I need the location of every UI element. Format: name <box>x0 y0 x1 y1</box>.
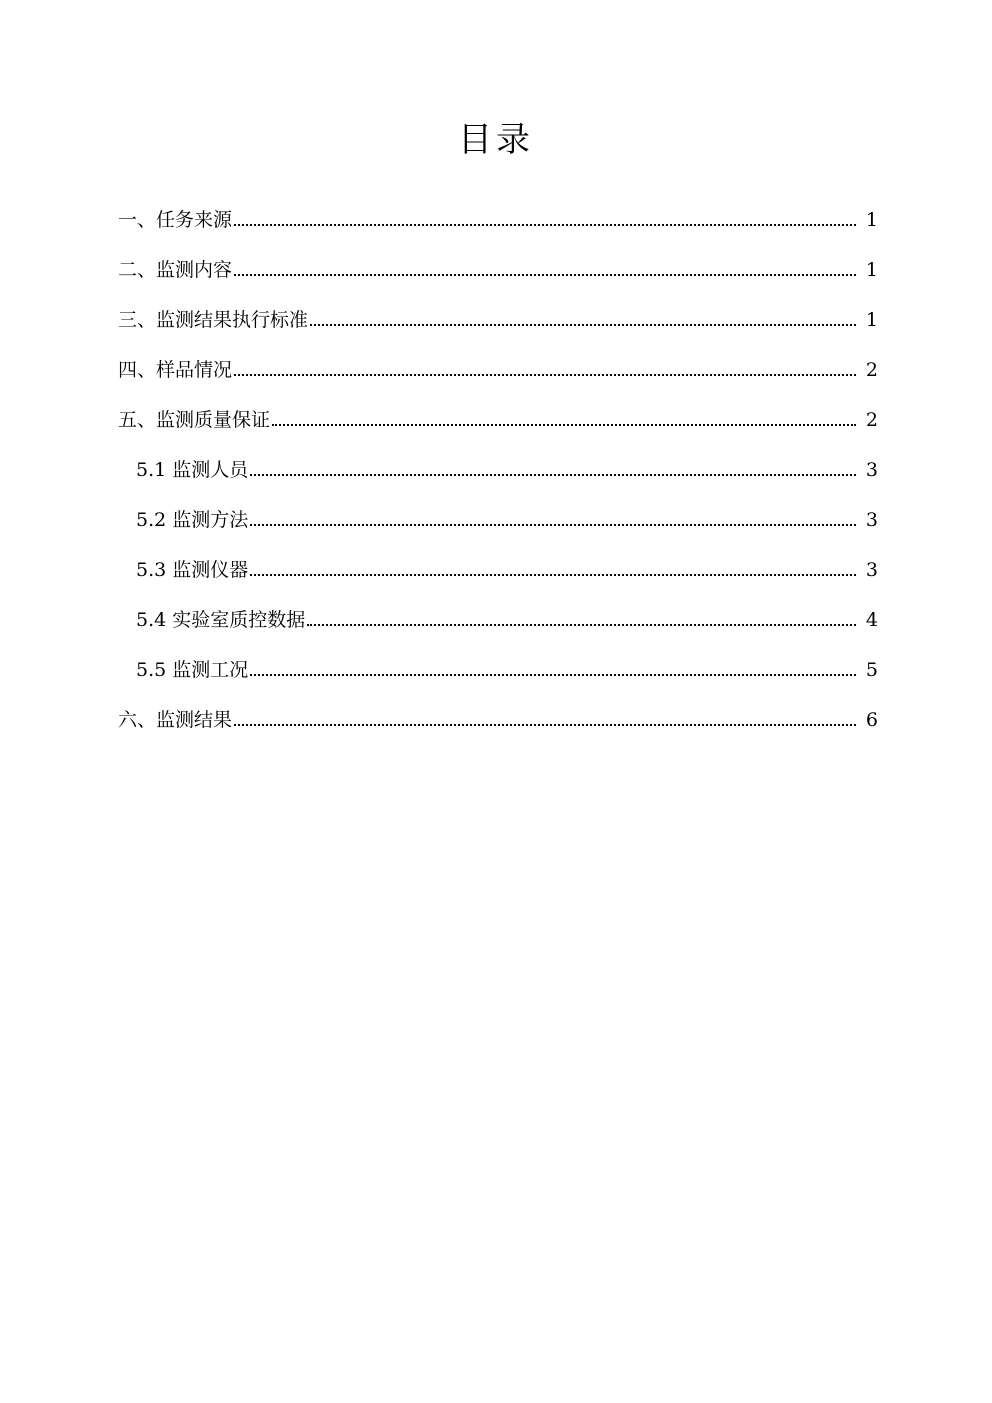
toc-entry[interactable] <box>118 432 878 482</box>
toc-entry-label: 六、监测结果 <box>118 709 233 731</box>
toc-entry[interactable] <box>118 632 878 682</box>
toc-entry-label: 5.2 监测方法 <box>136 509 249 531</box>
toc-entry-page-number: 1 <box>865 259 878 281</box>
toc-entry-page-number: 3 <box>865 509 878 531</box>
toc-entry[interactable] <box>118 482 878 532</box>
toc-leader-dots <box>250 473 856 476</box>
toc-entry-label: 五、监测质量保证 <box>118 409 271 431</box>
toc-leader-dots <box>234 273 856 276</box>
toc-entry[interactable] <box>118 232 878 282</box>
page-title: 目录 <box>458 120 534 160</box>
toc-leader-dots <box>307 623 856 626</box>
toc-leader-dots <box>234 723 856 726</box>
toc-entry[interactable] <box>118 282 878 332</box>
toc-entry-page-number: 3 <box>865 459 878 481</box>
toc-entry-label: 一、任务来源 <box>118 209 233 231</box>
toc-entry-page-number: 2 <box>865 409 878 431</box>
toc-entry-label: 二、监测内容 <box>118 259 233 281</box>
toc-leader-dots <box>234 373 856 376</box>
toc-entry-label: 四、样品情况 <box>118 359 233 381</box>
toc-entry[interactable] <box>118 682 878 732</box>
toc-entry-page-number: 5 <box>865 659 878 681</box>
toc-leader-dots <box>310 323 856 326</box>
toc-leader-dots <box>250 573 856 576</box>
toc-entry-page-number: 4 <box>865 609 878 631</box>
toc-entry-label: 5.1 监测人员 <box>136 459 249 481</box>
toc-entry-label: 三、监测结果执行标准 <box>118 309 309 331</box>
toc-leader-dots <box>272 423 856 426</box>
toc-entry-page-number: 2 <box>865 359 878 381</box>
toc-leader-dots <box>234 223 856 226</box>
toc-entry[interactable] <box>118 182 878 232</box>
toc-entry[interactable] <box>118 332 878 382</box>
toc-entry[interactable] <box>118 382 878 432</box>
toc-leader-dots <box>250 673 856 676</box>
table-of-contents <box>118 182 878 732</box>
toc-entry-page-number: 1 <box>865 309 878 331</box>
toc-entry[interactable] <box>118 532 878 582</box>
toc-entry[interactable] <box>118 582 878 632</box>
toc-entry-page-number: 3 <box>865 559 878 581</box>
toc-entry-page-number: 1 <box>865 209 878 231</box>
toc-entry-label: 5.3 监测仪器 <box>136 559 249 581</box>
toc-entry-page-number: 6 <box>865 709 878 731</box>
toc-entry-label: 5.4 实验室质控数据 <box>136 609 306 631</box>
toc-leader-dots <box>250 523 856 526</box>
toc-entry-label: 5.5 监测工况 <box>136 659 249 681</box>
